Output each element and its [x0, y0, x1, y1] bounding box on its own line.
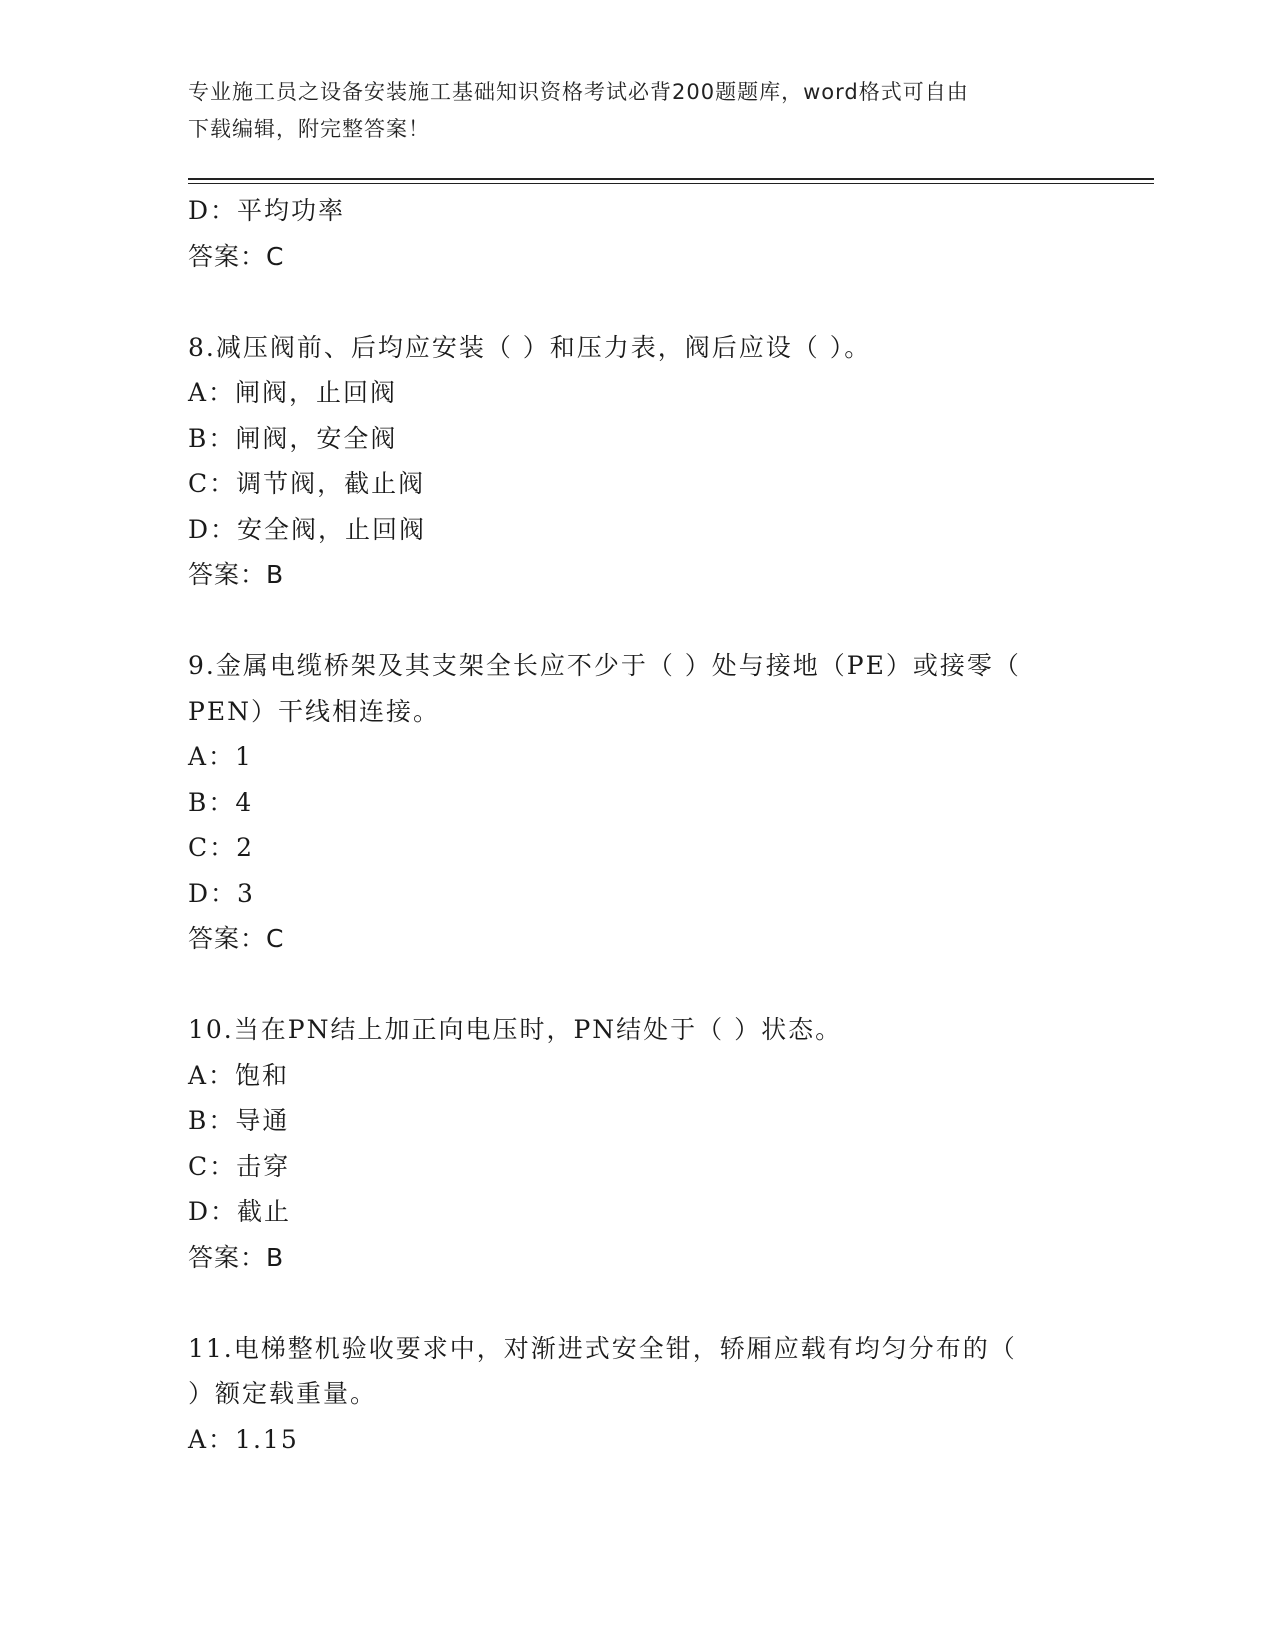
question-10-option-a: A：饱和 [188, 1060, 290, 1090]
spacer [188, 279, 1088, 325]
question-9-stem-line-1: 9.金属电缆桥架及其支架全长应不少于（ ）处与接地（PE）或接零（ [188, 651, 1021, 680]
header-divider-thick [188, 178, 1154, 180]
prev-option-d: D：平均功率 [188, 196, 346, 225]
question-10-stem: 10.当在PN结上加正向电压时，PN结处于（ ）状态。 [188, 1015, 843, 1044]
spacer [188, 598, 1088, 644]
question-9 [188, 643, 1088, 962]
document-header [188, 74, 1068, 148]
question-8-stem: 8.减压阀前、后均应安装（ ）和压力表，阀后应设（ ）。 [188, 332, 872, 362]
question-8-answer: 答案：B [188, 560, 285, 589]
spacer [188, 1280, 1088, 1326]
header-line-1: 专业施工员之设备安装施工基础知识资格考试必背200题题库，word格式可自由 [188, 80, 969, 104]
question-11-stem-line-2: ）额定载重量。 [188, 1379, 378, 1408]
question-9-option-d: D：3 [188, 878, 255, 908]
question-9-option-b: B：4 [188, 787, 254, 817]
question-10 [188, 1007, 1088, 1280]
header-divider-thin [188, 183, 1154, 184]
question-9-stem-line-2: PEN）干线相连接。 [188, 696, 440, 726]
question-9-option-a: A：1 [188, 742, 253, 771]
question-11-stem-line-1: 11.电梯整机验收要求中，对渐进式安全钳，轿厢应载有均匀分布的（ [188, 1333, 1017, 1363]
question-8-option-a: A：闸阀，止回阀 [188, 378, 398, 407]
question-10-option-d: D：截止 [188, 1197, 292, 1226]
question-8 [188, 325, 1088, 598]
question-8-option-c: C：调节阀，截止阀 [188, 469, 426, 498]
question-11-option-a: A：1.15 [188, 1424, 299, 1454]
question-10-answer: 答案：B [188, 1242, 285, 1272]
question-8-option-b: B：闸阀，安全阀 [188, 423, 398, 453]
question-list [188, 188, 1088, 1462]
question-8-option-d: D：安全阀，止回阀 [188, 514, 427, 544]
spacer [188, 962, 1088, 1008]
question-10-option-b: B：导通 [188, 1106, 290, 1135]
question-10-option-c: C：击穿 [188, 1151, 291, 1181]
prev-answer: 答案：C [188, 241, 285, 271]
header-line-2: 下载编辑，附完整答案！ [188, 117, 430, 141]
question-9-answer: 答案：C [188, 924, 285, 953]
question-11 [188, 1326, 1088, 1463]
question-9-option-c: C：2 [188, 833, 255, 862]
